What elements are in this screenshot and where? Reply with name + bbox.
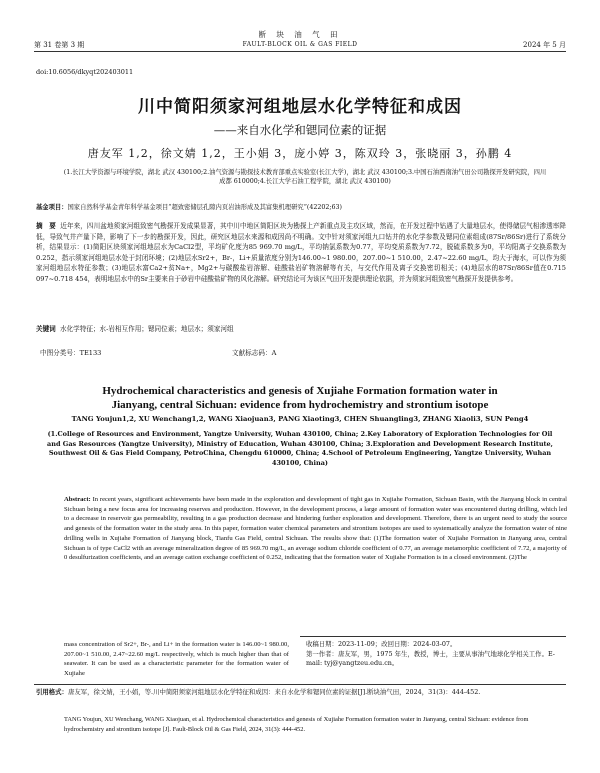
citation-cn-text: 唐友军，徐文婧，王小娟，等.川中简阳须家河组地层水化学特征和成因：来自水化学和锶同位素的证据[J].断块油气田，2024，31(3)：444-452. — [67, 688, 481, 696]
title-cn: 川中简阳须家河组地层水化学特征和成因 — [138, 97, 462, 117]
abstract-en-text: In recent years, significant achievements have been made in the exploration and development of tight gas in Xujiahe Formation, Sichuan Basin, with the Jianyang block in central Sichuan being a new focus area for increasing reserves and production. However, in the development process, a large amount of formation water was encountered during drilling, which led to a decrease in reservoir gas permeability, resulting in a gas production decrease and hindering further exploration and development. Therefore, there is an urgent need to study the source and genesis of the formation water in the study area. In this paper, formation water chemical parameters and strontium isotopes are used to systematically analyze the formation water of nine drilling wells in Xujiahe Formation of Jianyang block, Tianfu Gas Field, central Sichuan. The results show that: (1)The formation water of Xujiahe Formation in Jianyang area, central Sichuan is of type CaCl2 with an average mineralization degree of 85 969.70 mg/L, an average sodium chloride coefficient of 0.77, an average metamorphic coefficient of 7.72, a majority of 0 desulfurization coefficients, and an average cation exchange coefficient of 0.252, indicating that the formation water of Xujiahe Formation is in a closed environment. (2)The — [64, 496, 567, 562]
authors-cn: 唐友军 1,2，徐文婧 1,2，王小娟 3，庞小婷 3，陈双玲 3，张晓丽 3，孙鹏 4 — [87, 147, 513, 160]
author-bio: 第一作者：唐友军，男，1975 年生，教授，博士，主要从事油气地球化学相关工作。E-mail: tyj@yangtzeu.edu.cn。 — [306, 649, 555, 668]
header-date: 2024 年 5 月 — [523, 41, 566, 49]
title-en-line1: Hydrochemical characteristics and genesis of Xujiahe Formation formation water in — [102, 385, 498, 397]
document-code — [232, 347, 276, 357]
clc-value: TE133 — [79, 349, 102, 357]
doccode-label: 文献标志码： — [232, 349, 272, 357]
header-journal-cn: 断 块 油 气 田 — [258, 30, 342, 39]
fund-info — [36, 203, 566, 212]
title-en — [50, 384, 550, 412]
clc-number — [40, 347, 101, 357]
affiliations-en: (1.College of Resources and Environment, Yangtze University, Wuhan 430100, China; 2.Key Laboratory of Exploration Technologies for Oil and Gas Resources (Yangtze University), Ministry of Education, Wuhan 430100, China; 3.Exploration and Development Research Institute, Southwest Oil & Gas Field Company, PetroChina, Chengdu 610000, China; 4.School of Petroleum Engineering, Yangtze University, Wuhan 430100, China) — [47, 430, 553, 467]
fund-text: 国家自然科学基金青年科学基金项目“超致密储层孔隙内页岩油形成及其富集机理研究”(42202;63) — [67, 204, 342, 211]
citation-cn-label: 引用格式： — [36, 688, 68, 696]
header-volume: 第 31 卷第 3 期 — [34, 41, 85, 49]
abstract-en — [64, 495, 567, 563]
subtitle-cn: ——来自水化学和锶同位素的证据 — [213, 123, 387, 137]
fund-label: 基金项目： — [36, 204, 68, 211]
header-journal-en: FAULT-BLOCK OIL & GAS FIELD — [242, 41, 358, 48]
received-date: 收稿日期：2023-11-09；改回日期：2024-03-07。 — [306, 640, 457, 648]
keywords-label: 关键词 — [36, 325, 56, 333]
title-en-line2: Jianyang, central Sichuan: evidence from hydrochemistry and strontium isotope — [111, 399, 489, 411]
keywords-cn — [36, 323, 566, 333]
keywords-text: 水化学特征；水-岩相互作用；锶同位素；地层水；须家河组 — [59, 325, 234, 333]
citation-en: TANG Youjun, XU Wenchang, WANG Xiaojuan, et al. Hydrochemical characteristics and genesis of Xujiahe Formation formation water in Jianyang, central Sichuan: evidence from hydrochemistry and strontium isotope [J]. Fault-Block Oil & Gas Field, 2024, 31(3): 444-452. — [64, 716, 529, 733]
authors-en: TANG Youjun1,2, XU Wenchang1,2, WANG Xiaojuan3, PANG Xiaoting3, CHEN Shuangling3, ZHANG Xiaoli3, SUN Peng4 — [71, 415, 529, 423]
abstract-cn — [36, 221, 566, 284]
abstract-en-continued: mass concentration of Sr2+, Br-, and Li+ in the formation water is 146.00~1 980.00, 207.00~1 510.00, 2.47~22.60 mg/L respectively, which is much higher than that of seawater. It can be used as a characteristic parameter for the formation water of Xujiahe — [64, 641, 289, 678]
abstract-en-label: Abstract: — [64, 496, 91, 503]
header-divider — [34, 51, 566, 52]
doi[interactable]: doi:10.6056/dkyqt202403011 — [36, 68, 134, 76]
clc-label: 中图分类号： — [40, 349, 80, 357]
abstract-cn-text: 近年来，四川盆地须家河组致密气勘探开发成果显著，其中川中地区简阳区块为勘探上产新重点及主攻区域，然而，在开发过程中钻遇了大量地层水，使得储层气相渗透率降低，导致气井产量下降，影响了下一步的勘探开发，因此，研究区地层水来源和成因尚不明确。文中针对须家河组九口钻井的水化学参数及锶同位素组成(87Sr/86Sr)进行了系统分析，结果显示：(1)简阳区块须家河组地层水为CaCl2型，平均矿化度为85 969.70 mg/L，平均钠氯系数为0.77，平均变质系数为7.72，脱硫系数多为0，平均阳离子交换系数为0.252，指示须家河组地层水处于封闭环境；(2)地层水Sr2+，Br-，Li+质量浓度分别为146.00~1 980.00，207.00~1 510.00，2.47~22.60 mg/L，均大于海水，可以作为须家河组地层水特征参数；(3)地层水富Ca2+贫Na+，Mg2+与碳酸盐岩溶解、硅酸盐岩矿物溶解等有关，与交代作用及离子交换密切相关；(4)地层水的87Sr/86Sr值在0.715 097~0.718 454，表明地层水中的Sr主要来自于砂岩中硅酸盐矿物的风化溶解。研究结论可为该区气田开发提供理论依据，并为须家河组致密气勘探开发提供参考。 — [36, 222, 567, 283]
footnote-divider — [300, 636, 566, 637]
article-footnote — [306, 640, 566, 669]
citation-cn — [36, 687, 566, 697]
doccode-value: A — [271, 349, 277, 357]
affiliations-cn: (1.长江大学资源与环境学院，湖北 武汉 430100;2.油气资源与勘探技术教育部重点实验室(长江大学)，湖北 武汉 430100;3.中国石油西南油气田公司勘探开发研究院，四川 成都 610000;4.长江大学石油工程学院，湖北 武汉 430100) — [63, 169, 547, 185]
abstract-cn-label: 摘 要 — [36, 222, 56, 230]
citation-divider — [34, 684, 566, 685]
